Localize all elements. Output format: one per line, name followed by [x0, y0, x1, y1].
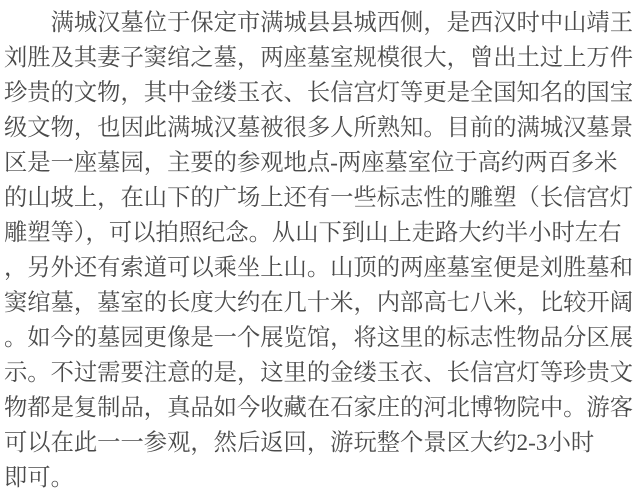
paragraph-line: 。如今的墓园更像是一个展览馆，将这里的标志性物品分区展 [4, 325, 634, 351]
paragraph-line: 雕塑等），可以拍照纪念。从山下到山上走路大约半小时左右 [4, 220, 622, 246]
paragraph [4, 6, 637, 496]
paragraph-line: 可以在此一一参观，然后返回，游玩整个景区大约2-3小时 [4, 430, 595, 456]
paragraph-line: 刘胜及其妻子窦绾之墓，两座墓室规模很大，曾出土过上万件 [4, 45, 634, 71]
paragraph-line: 满城汉墓位于保定市满城县县城西侧，是西汉时中山靖王 [50, 10, 634, 36]
paragraph-line: 级文物，也因此满城汉墓被很多人所熟知。目前的满城汉墓景 [4, 115, 634, 141]
paragraph-line: ，另外还有索道可以乘坐上山。山顶的两座墓室便是刘胜墓和 [4, 255, 634, 281]
paragraph-line: 区是一座墓园，主要的参观地点-两座墓室位于高约两百多米 [4, 150, 618, 176]
paragraph-line: 即可。 [4, 465, 74, 491]
paragraph-line: 示。不过需要注意的是，这里的金缕玉衣、长信宫灯等珍贵文 [4, 360, 634, 386]
paragraph-line: 珍贵的文物，其中金缕玉衣、长信宫灯等更是全国知名的国宝 [4, 80, 634, 106]
paragraph-line: 的山坡上，在山下的广场上还有一些标志性的雕塑（长信宫灯 [4, 185, 634, 211]
paragraph-line: 窦绾墓，墓室的长度大约在几十米，内部高七八米，比较开阔 [4, 290, 634, 316]
paragraph-line: 物都是复制品，真品如今收藏在石家庄的河北博物院中。游客 [4, 395, 634, 421]
